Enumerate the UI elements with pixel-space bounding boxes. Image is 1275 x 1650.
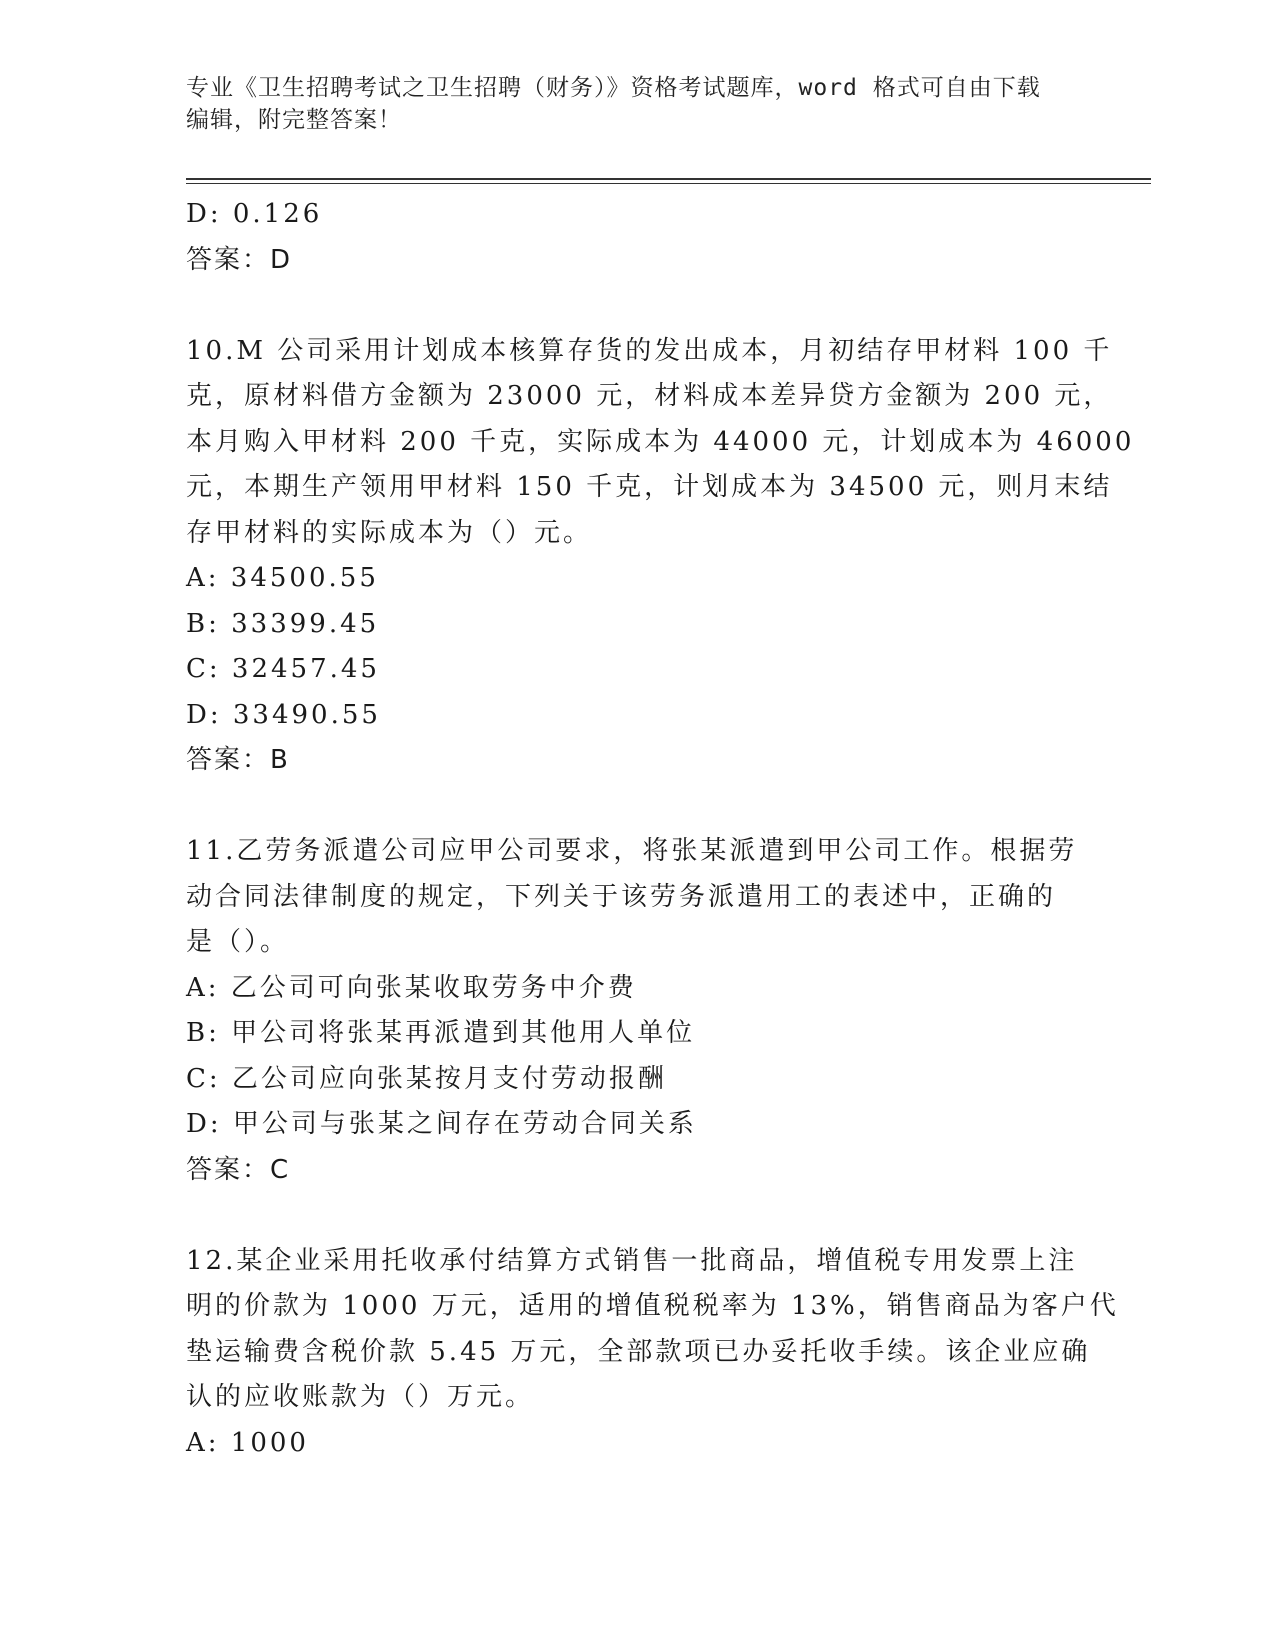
question-text-line: 是（）。	[186, 927, 290, 957]
option-d: D: 0.126	[186, 199, 323, 229]
spacer	[186, 283, 1086, 329]
header-line-1: 专业《卫生招聘考试之卫生招聘（财务）》资格考试题库，word 格式可自由下载	[186, 75, 1041, 101]
option-d: D: 33490.55	[186, 699, 381, 730]
question-text-line: 元，本期生产领用甲材料 150 千克，计划成本为 34500 元，则月末结	[186, 472, 1113, 502]
question-text-line: 明的价款为 1000 万元，适用的增值税税率为 13%，销售商品为客户代	[186, 1291, 1119, 1321]
answer: 答案：D	[186, 244, 293, 275]
question-11	[186, 829, 1086, 1193]
question-text-line: 存甲材料的实际成本为（）元。	[186, 517, 593, 548]
question-text-line: 认的应收账款为（）万元。	[186, 1382, 535, 1412]
option-a: A: 1000	[186, 1427, 309, 1458]
question-text-line: 动合同法律制度的规定，下列关于该劳务派遣用工的表述中，正确的	[186, 881, 1057, 912]
option-b: B: 33399.45	[186, 608, 380, 639]
spacer	[186, 1193, 1086, 1239]
question-text-line: 12.某企业采用托收承付结算方式销售一批商品，增值税专用发票上注	[186, 1245, 1078, 1276]
question-content	[186, 192, 1135, 1466]
option-c: C: 乙公司应向张某按月支付劳动报酬	[186, 1063, 667, 1094]
question-10	[186, 329, 1135, 784]
question-text-line: 11.乙劳务派遣公司应甲公司要求，将张某派遣到甲公司工作。根据劳	[186, 836, 1078, 866]
option-a: A: 乙公司可向张某收取劳务中介费	[186, 972, 637, 1003]
question-12	[186, 1239, 1119, 1467]
option-b: B: 甲公司将张某再派遣到其他用人单位	[186, 1018, 696, 1048]
option-a: A: 34500.55	[186, 563, 379, 593]
option-d: D: 甲公司与张某之间存在劳动合同关系	[186, 1109, 697, 1139]
question-text-line: 本月购入甲材料 200 千克，实际成本为 44000 元，计划成本为 46000	[186, 426, 1135, 457]
page-header	[186, 72, 1066, 136]
header-line-2: 编辑，附完整答案！	[186, 107, 402, 133]
question-text-line: 克，原材料借方金额为 23000 元，材料成本差异贷方金额为 200 元，	[186, 381, 1113, 411]
question-text-line: 垫运输费含税价款 5.45 万元，全部款项已办妥托收手续。该企业应确	[186, 1336, 1091, 1367]
header-divider-thin	[186, 183, 1151, 184]
answer: 答案：B	[186, 745, 290, 775]
question-text-line: 10.M 公司采用计划成本核算存货的发出成本，月初结存甲材料 100 千	[186, 335, 1113, 366]
spacer	[186, 784, 1086, 830]
answer: 答案：C	[186, 1154, 291, 1185]
header-divider-thick	[186, 178, 1151, 180]
option-c: C: 32457.45	[186, 654, 380, 684]
